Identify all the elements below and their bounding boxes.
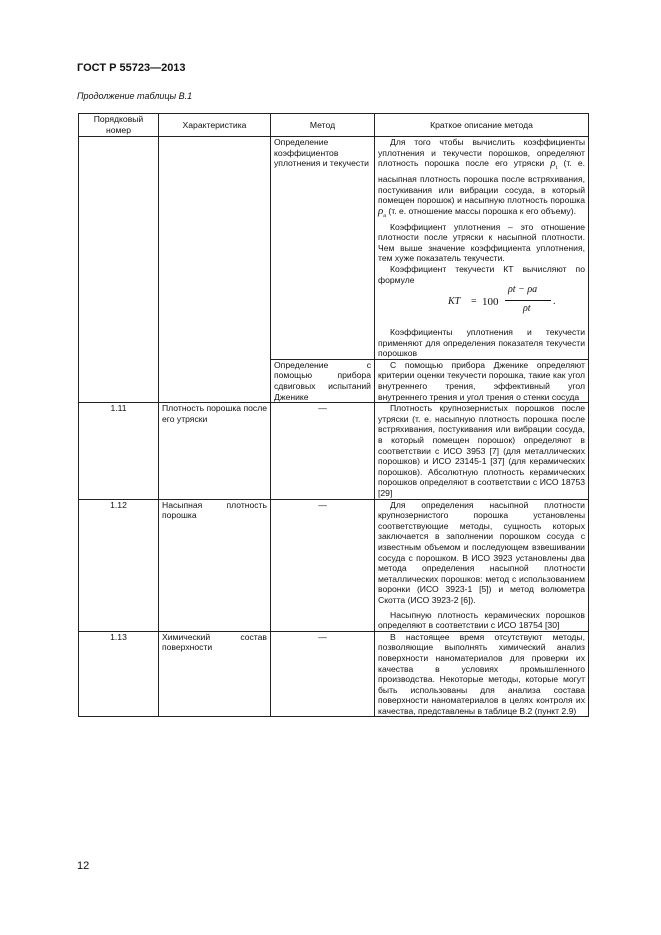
description-paragraph: С помощью прибора Дженике определяют критерии оценки текучести порошка, такие как угол внутреннего трения, эффективный угол внутреннего трения и угол трения о стенки сосуда: [378, 359, 585, 402]
description-cell: [375, 499, 589, 631]
description-paragraph: Коэффициенты уплотнения и текучести применяют для определения показателя текучести порошков: [378, 327, 585, 359]
characteristic-cell-empty: [159, 137, 271, 403]
col-header-description: Краткое описание метода: [375, 114, 589, 137]
table-header-row: [79, 114, 589, 137]
description-paragraph: Для того чтобы вычислить коэффициенты уплотнения и текучести порошков, определяют плотность порошка после его утряски $\rho_t$ (т. е. насыпная плотность порошка после встряхивания, постукивания или вибрации сосуда, в который помещен порошок) и насыпную плотность порошка $\rho_a$ (т. е. отношение массы порошка к его объему).: [378, 137, 585, 219]
standard-header: ГОСТ Р 55723—2013: [77, 62, 186, 74]
description-cell: [375, 359, 589, 402]
fraction-bar: [505, 300, 551, 301]
description-paragraph: В настоящее время отсутствуют методы, позволяющие выполнять химический анализ поверхности наноматериалов для проверки их качества в условиях промышленного производства. Некоторые методы, которые могут быть использованы для анализа состава поверхности наноматериалов в целях контроля их качества, представлены в таблице В.2 (пункт 2.9): [378, 631, 585, 716]
method-cell: —: [271, 631, 375, 717]
characteristic-cell: Плотность порошка после его утряски: [159, 403, 271, 499]
formula-numerator: ρt − ρa: [508, 284, 538, 296]
description-paragraph: Плотность крупнозернистых порошков после утряски (т. е. насыпную плотность порошка после встряхивания, постукивания или вибрации сосуда, в который помещен порошок) определяют в соответствии с ИСО 3953 [7] (для металлических порошков) и ИСО 23145-1 [37] (для керамических порошков). Абсолютную плотность керамических порошков определяют в соответствии с ИСО 18753 [29]: [378, 403, 585, 498]
page-number: 12: [77, 860, 90, 872]
table-row: [79, 403, 589, 499]
row-number: 1.12: [79, 499, 159, 631]
description-cell: [375, 631, 589, 717]
table-row: [79, 631, 589, 717]
row-number: 1.11: [79, 403, 159, 499]
method-cell: —: [271, 403, 375, 499]
rho-t-symbol: $\rho_t$: [550, 157, 558, 172]
flow-coefficient-formula: КТ = 100 ρt − ρa ρt .: [448, 284, 556, 315]
description-cell: [375, 137, 589, 360]
col-header-characteristic: Характеристика: [159, 114, 271, 137]
rho-a-symbol: $\rho_a$: [378, 204, 386, 219]
table-continuation-caption: Продолжение таблицы В.1: [77, 91, 193, 101]
table-row: [79, 137, 589, 360]
methods-table: [78, 113, 589, 717]
characteristic-cell: Насыпная плотность порошка: [159, 499, 271, 631]
description-paragraph: Коэффициент уплотнения – это отношение плотности после утряски к насыпной плотности. Чем выше значение коэффициента уплотнения, тем хуже показатель текучести.: [378, 221, 585, 264]
number-cell-empty: [79, 137, 159, 403]
description-paragraph: Коэффициент текучести КТ вычисляют по формуле: [378, 263, 585, 285]
col-header-method: Метод: [271, 114, 375, 137]
table-row: [79, 499, 589, 631]
description-paragraph: Насыпную плотность керамических порошков определяют в соответствии с ИСО 18754 [30]: [378, 609, 585, 631]
row-number: 1.13: [79, 631, 159, 717]
description-cell: [375, 403, 589, 499]
method-cell: —: [271, 499, 375, 631]
method-cell: Определение коэффициентов уплотнения и текучести: [271, 137, 375, 360]
col-header-number: Порядковый номер: [79, 114, 159, 137]
characteristic-cell: Химический состав поверхности: [159, 631, 271, 717]
description-paragraph: Для определения насыпной плотности крупнозернистого порошка установлены соответствующие методы, сущность которых заключается в заполнении порошком сосуда с известным объемом и последующем взвешивании сосуда с порошком. В ИСО 3923 установлены два метода определения насыпной плотности металлических порошков: метод с использованием воронки (ИСО 3923-1 [5]) и метод волюметра Скотта (ИСО 3923-2 [6]).: [378, 499, 585, 605]
formula-denominator: ρt: [523, 303, 531, 315]
method-cell: Определение с помощью прибора сдвиговых испытаний Дженике: [271, 359, 375, 402]
